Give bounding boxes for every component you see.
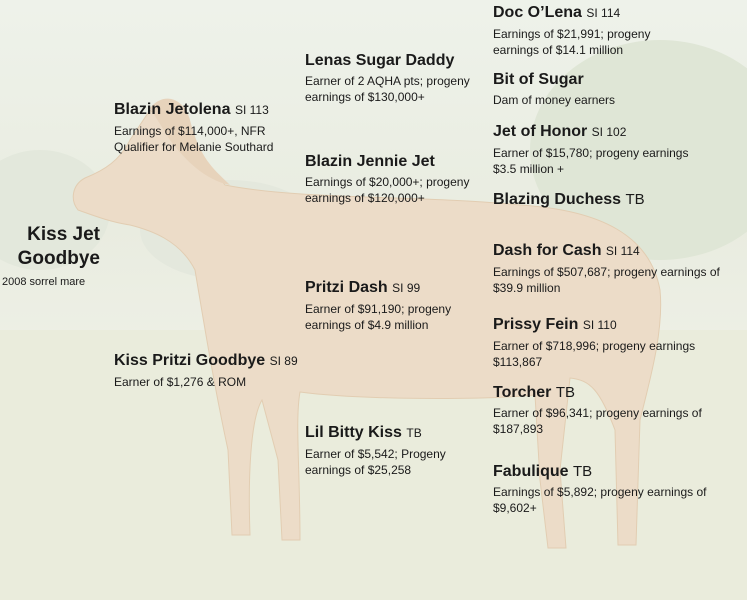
gg7-name: Torcher — [493, 384, 552, 401]
subject-name-line2: Goodbye — [17, 248, 100, 269]
sire-sire-entry — [305, 51, 485, 105]
gg8-description: Earnings of $5,892; progeny earnings of $9,602+ — [493, 485, 707, 515]
dam-entry — [114, 351, 299, 390]
gg2-description: Dam of money earners — [493, 93, 616, 107]
gg1-reg: SI 114 — [586, 6, 621, 20]
gg2-name: Bit of Sugar — [493, 71, 584, 88]
gg6-reg: SI 110 — [582, 318, 617, 332]
gg7-reg: TB — [555, 384, 576, 401]
sire-description: Earnings of $114,000+, NFR Qualifier for Melanie Southard — [114, 124, 274, 154]
gg8-reg: TB — [573, 463, 593, 480]
sire-dam-name: Blazin Jennie Jet — [305, 153, 435, 170]
dam-sire-name: Pritzi Dash — [305, 279, 388, 296]
sire-name: Blazin Jetolena — [114, 101, 231, 118]
gg3-name: Jet of Honor — [493, 123, 588, 140]
gg1-description: Earnings of $21,991; progeny earnings of $14.1 million — [493, 27, 651, 57]
sire-dam-description: Earnings of $20,000+; progeny earnings of $120,000+ — [305, 175, 470, 205]
gg4-name: Blazing Duchess — [493, 191, 622, 208]
dam-sire-description: Earner of $91,190; progeny earnings of $4.9 million — [305, 302, 452, 332]
subject-name — [2, 223, 100, 271]
great-grandparent-5 — [493, 241, 743, 296]
gg5-description: Earnings of $507,687; progeny earnings of $39.9 million — [493, 265, 720, 295]
dam-reg: SI 89 — [269, 354, 298, 368]
great-grandparent-1 — [493, 3, 743, 58]
gg8-name: Fabulique — [493, 463, 569, 480]
sire-sire-description: Earner of 2 AQHA pts; progeny earnings of $130,000+ — [305, 74, 470, 104]
gg3-reg: SI 102 — [591, 125, 627, 139]
sire-dam-entry — [305, 152, 485, 206]
gg7-description: Earner of $96,341; progeny earnings of $187,893 — [493, 406, 702, 436]
gg3-description: Earner of $15,780; progeny earnings $3.5 million + — [493, 146, 689, 176]
gg4-reg: TB — [625, 191, 645, 208]
great-grandparent-3 — [493, 122, 743, 177]
great-grandparent-4 — [493, 190, 743, 209]
dam-dam-entry — [305, 423, 475, 478]
dam-sire-entry — [305, 278, 475, 333]
gg5-name: Dash for Cash — [493, 242, 602, 259]
sire-entry — [114, 100, 299, 155]
sire-sire-name: Lenas Sugar Daddy — [305, 52, 455, 69]
gg1-name: Doc O’Lena — [493, 4, 582, 21]
dam-name: Kiss Pritzi Goodbye — [114, 352, 266, 369]
great-grandparent-7 — [493, 383, 743, 437]
dam-dam-reg: TB — [406, 426, 422, 440]
gg5-reg: SI 114 — [605, 244, 640, 258]
subject-name-line1: Kiss Jet — [27, 224, 100, 245]
subject-horse — [2, 223, 100, 290]
sire-reg: SI 113 — [234, 103, 269, 117]
great-grandparent-2 — [493, 70, 743, 108]
gg6-name: Prissy Fein — [493, 316, 579, 333]
gg6-description: Earner of $718,996; progeny earnings $113,867 — [493, 339, 696, 369]
great-grandparent-6 — [493, 315, 743, 370]
great-grandparent-8 — [493, 462, 743, 516]
subject-description: 2008 sorrel mare — [2, 276, 86, 288]
dam-dam-name: Lil Bitty Kiss — [305, 424, 402, 441]
dam-sire-reg: SI 99 — [392, 281, 421, 295]
dam-dam-description: Earner of $5,542; Progeny earnings of $25,258 — [305, 447, 446, 477]
dam-description: Earner of $1,276 & ROM — [114, 375, 247, 389]
